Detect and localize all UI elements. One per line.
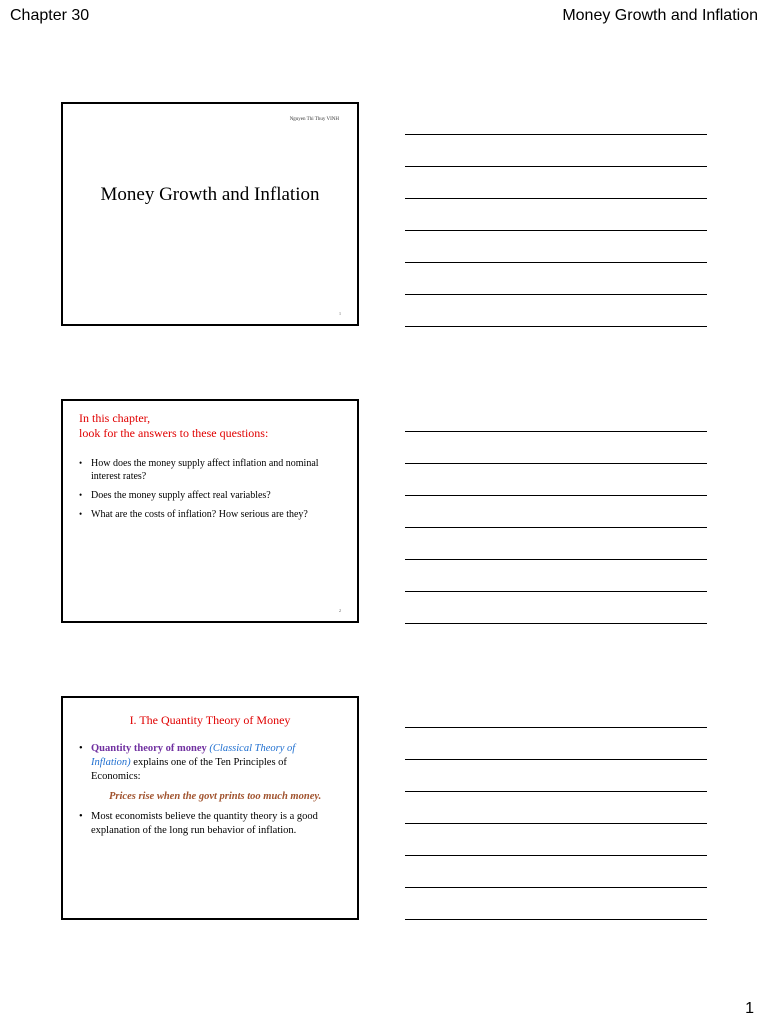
note-line [405, 623, 707, 624]
slide-heading-line: look for the answers to these questions: [79, 426, 269, 440]
slide-heading: I. The Quantity Theory of Money [129, 713, 291, 727]
note-line [405, 919, 707, 920]
slide-body [77, 742, 333, 838]
note-line [405, 294, 707, 295]
slide-number: 2 [339, 608, 341, 613]
note-line [405, 591, 707, 592]
slide-2 [61, 399, 359, 623]
page-number: 1 [745, 1000, 754, 1017]
bullet-dot: • [79, 743, 83, 754]
bullet-item [77, 810, 333, 838]
question-list [77, 457, 337, 527]
note-line [405, 759, 707, 760]
slide-heading-line: In this chapter, [79, 411, 151, 425]
term-alternate: (Classical Theory of Inflation) [91, 743, 296, 768]
slide-3 [61, 696, 359, 920]
note-line [405, 727, 707, 728]
bullet-text: Most economists believe the quantity theory is a good explanation of the long run behavior of inflation. [91, 811, 318, 836]
note-line [405, 495, 707, 496]
note-line [405, 559, 707, 560]
note-line [405, 262, 707, 263]
slide-title: Money Growth and Inflation [100, 184, 320, 205]
note-line [405, 326, 707, 327]
note-line [405, 527, 707, 528]
slide-number: 1 [339, 311, 341, 316]
key-quote: Prices rise when the govt prints too much money. [109, 791, 322, 802]
note-line [405, 166, 707, 167]
note-line [405, 463, 707, 464]
chapter-label: Chapter 30 [10, 7, 90, 24]
question-item: • What are the costs of inflation? How serious are they? [77, 508, 337, 521]
slide-author: Nguyen Thi Thuy VINH [289, 117, 339, 122]
slide-heading [79, 411, 268, 441]
note-line [405, 198, 707, 199]
note-line [405, 855, 707, 856]
note-line [405, 887, 707, 888]
bullet-text: explains one of the Ten Principles of Economics: [91, 757, 287, 782]
bullet-item [77, 742, 333, 784]
slide-1 [61, 102, 359, 326]
term: Quantity theory of money [91, 743, 207, 754]
question-item: • Does the money supply affect real variables? [77, 489, 337, 502]
note-line [405, 134, 707, 135]
note-line [405, 823, 707, 824]
note-line [405, 791, 707, 792]
note-line [405, 230, 707, 231]
note-line [405, 431, 707, 432]
bullet-dot: • [79, 811, 83, 822]
question-item: • How does the money supply affect inflation and nominal interest rates? [77, 457, 337, 483]
document-title: Money Growth and Inflation [562, 7, 758, 24]
